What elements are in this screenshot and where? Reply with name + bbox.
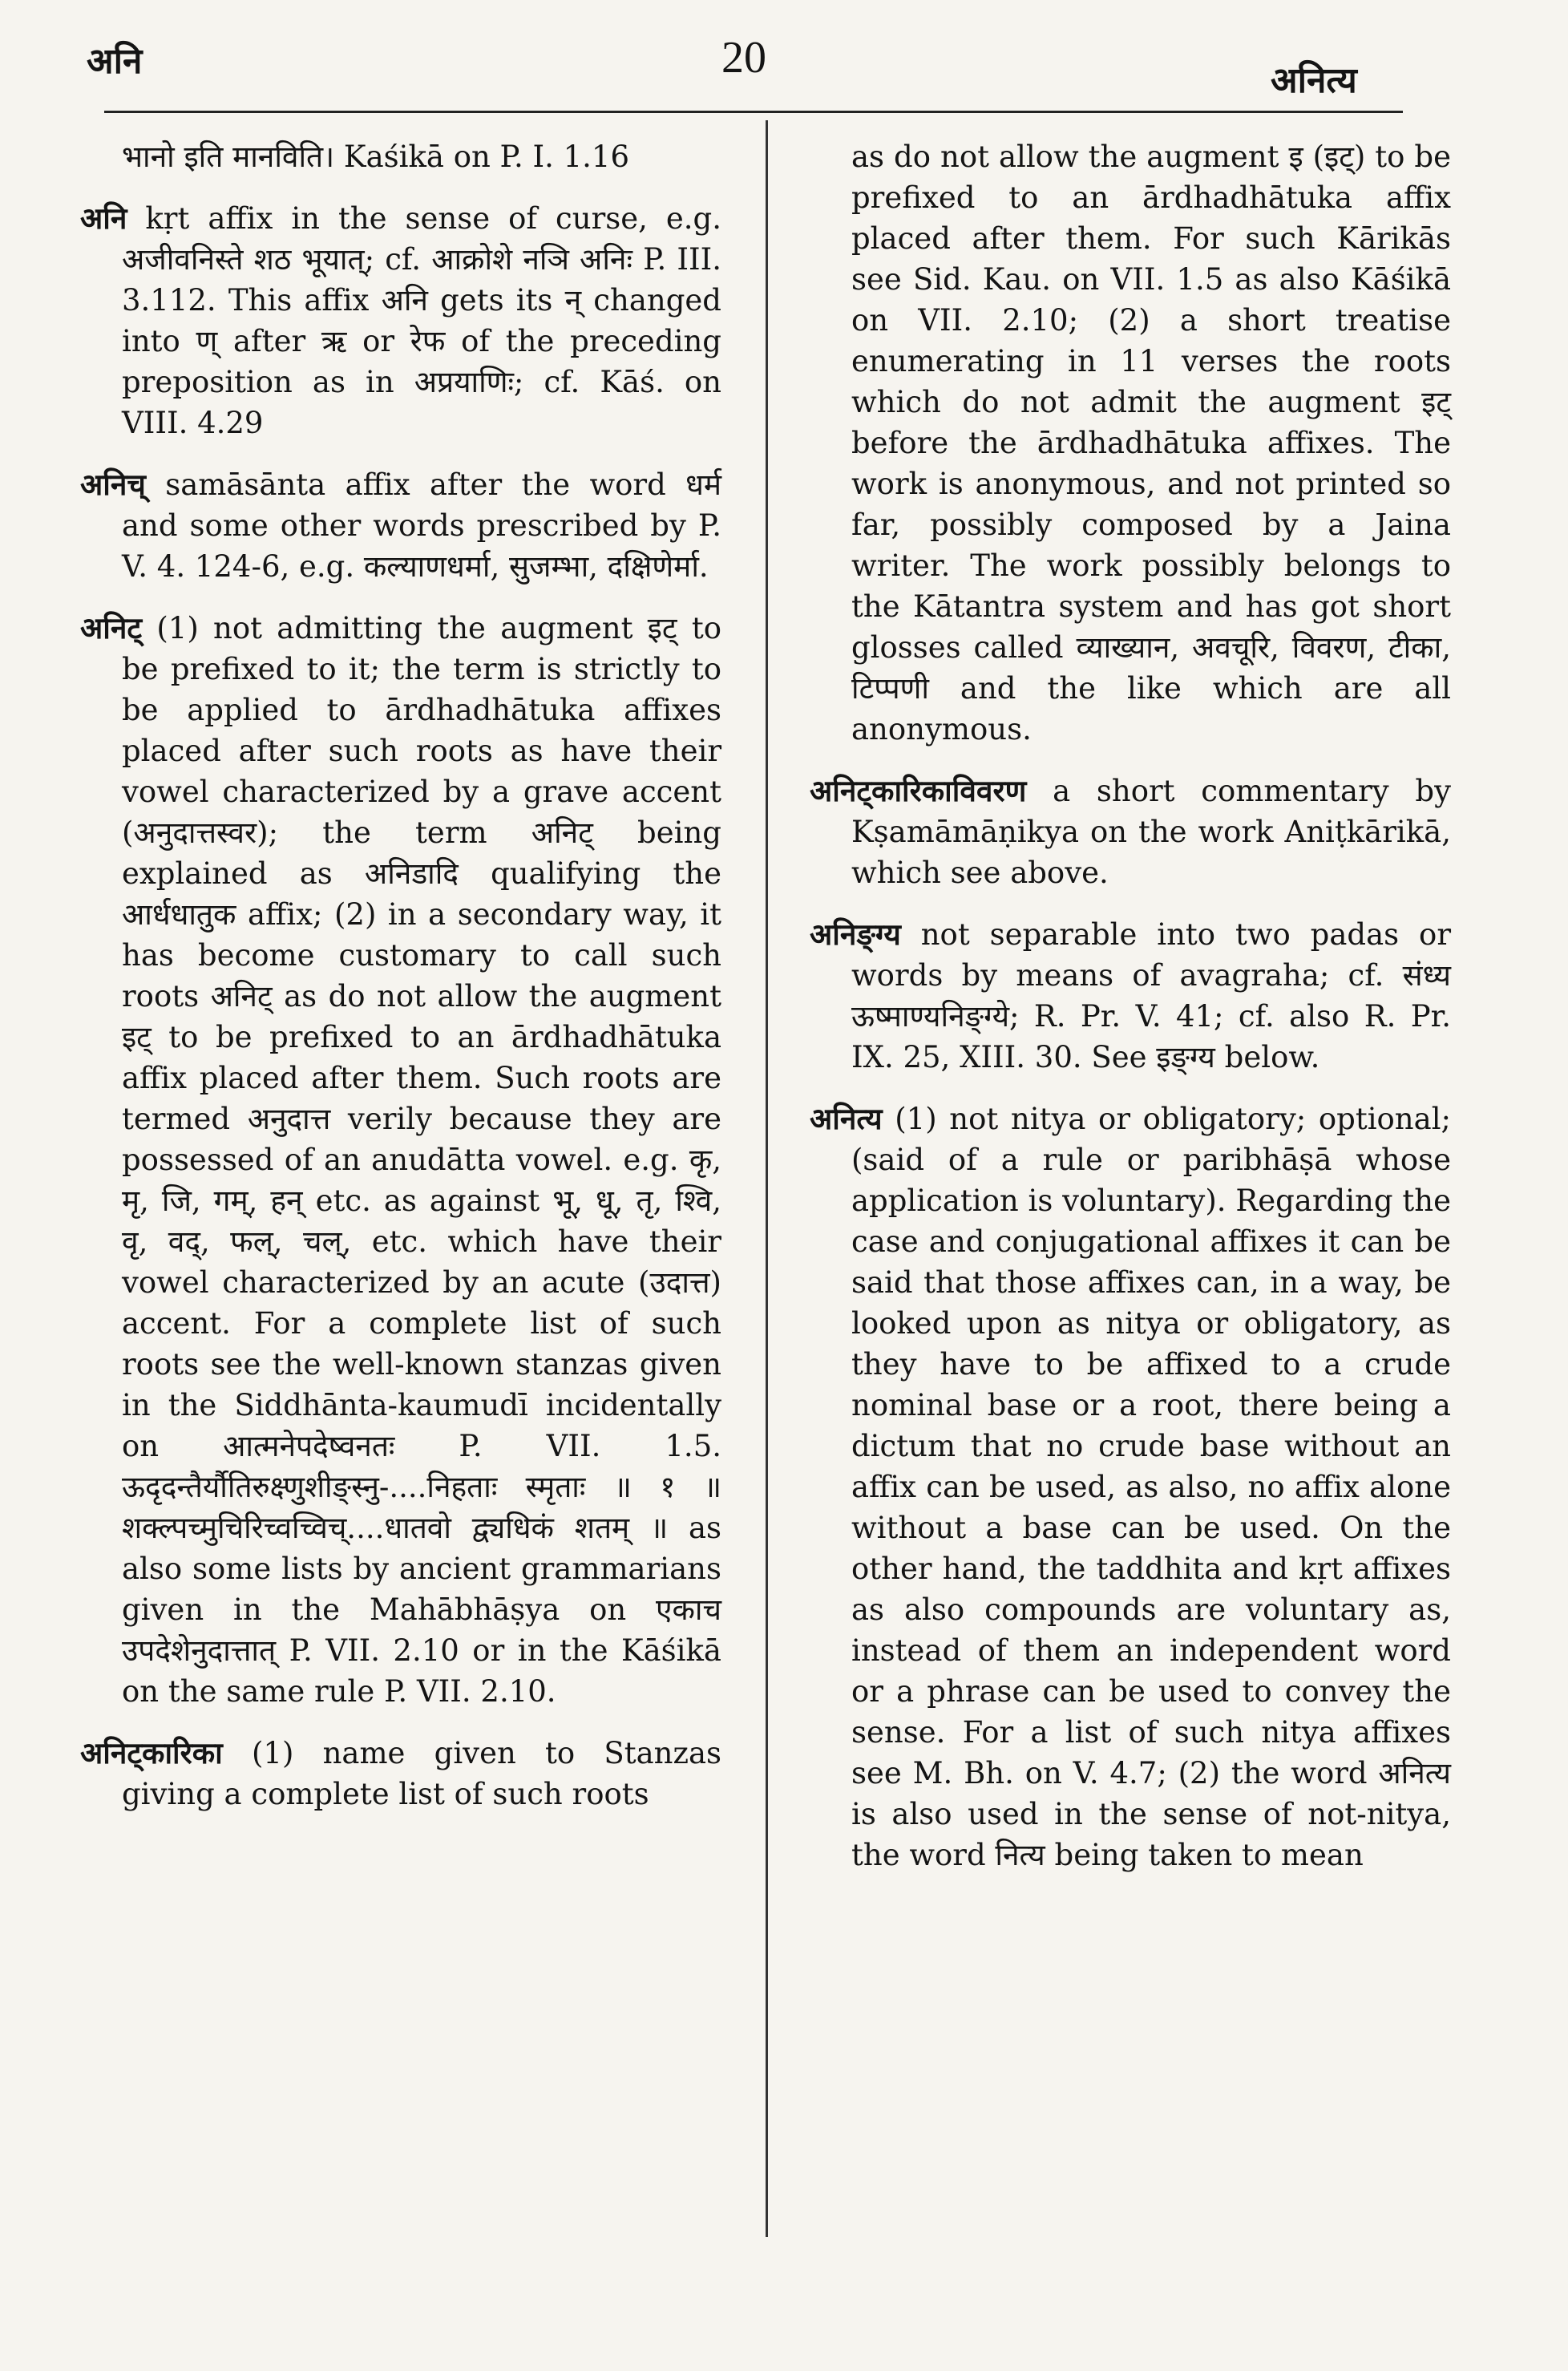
dictionary-entry	[80, 464, 721, 587]
left-running-headword: अनि	[87, 41, 143, 82]
entry-headword: अनिट्कारिका	[80, 1735, 223, 1770]
dictionary-entry	[80, 136, 721, 177]
entry-text: samāsānta affix after the word धर्म and some other words prescribed by P. V. 4. 124-6, e.g. कल्याणधर्मा, सुजम्भा, दक्षिणेर्मा.	[122, 467, 721, 584]
dictionary-entry	[810, 1099, 1451, 1875]
entry-text: a short commentary by Kṣamāmāṇikya on the work Aniṭkārikā, which see above.	[851, 774, 1451, 890]
entry-headword: अनिट्कारिकाविवरण	[810, 773, 1027, 808]
dictionary-entry	[80, 198, 721, 443]
entry-text: (1) name given to Stanzas giving a complete list of such roots	[122, 1736, 722, 1811]
right-column	[810, 136, 1451, 1896]
entry-text: भानो इति मानविति। Kaśikā on P. I. 1.16	[122, 140, 630, 174]
header-rule	[104, 111, 1403, 113]
dictionary-entry	[80, 608, 721, 1712]
entry-text: (1) not nitya or obligatory; optional; (said of a rule or paribhāṣā whose application is voluntary). Regarding the case and conjugational affixes it can be said that those affixes can, in a way, be looked upon as nitya or obligatory, as they have to be affixed to a crude nominal base or a root, there being a dictum that no crude base without an affix can be used, as also, no affix alone without a base can be used. On the other hand, the taddhita and kṛt affixes as also compounds are voluntary as, instead of them an independent word or a phrase can be used to convey the sense. For a list of such nitya affixes see M. Bh. on V. 4.7; (2) the word अनित्य is also used in the sense of not-nitya, the word नित्य being taken to mean	[851, 1102, 1451, 1872]
right-running-headword: अनित्य	[1271, 60, 1357, 101]
page-number: 20	[721, 33, 766, 83]
entry-headword: अनित्य	[810, 1101, 883, 1136]
dictionary-entry	[810, 136, 1451, 750]
entry-headword: अनिङ्ग्य	[810, 916, 901, 952]
entry-text: (1) not admitting the augment इट् to be prefixed to it; the term is strictly to be applied to ārdhadhātuka affixes placed after such roots as have their vowel characterized by a grave accent (अनुदात्तस्वर); the term अनिट् being explained as अनिडादि qualifying the आर्धधातुक affix; (2) in a secondary way, it has become customary to call such roots अनिट् as do not allow the augment इट् to be prefixed to an ārdhadhātuka affix placed after them. Such roots are termed अनुदात्त verily because they are possessed of an anudātta vowel. e.g. कृ, मृ, जि, गम्, हन् etc. as against भू, धू, तृ, श्वि, वृ, वद्, फल्, चल्, etc. which have their vowel characterized by an acute (उदात्त) accent. For a complete list of such roots see the well-known stanzas given in the Siddhānta-kaumudī incidentally on आत्मनेपदेष्वनतः P. VII. 1.5. ऊदृदन्तैर्यौतिरुक्ष्णुशीङ्स्नु-....निहताः स्मृताः ॥ १ ॥ शक्ल्पच्मुचिरिच्वच्विच्....धातवो द्व्यधिकं शतम् ॥ as also some lists by ancient grammarians given in the Mahābhāṣya on एकाच उपदेशेनुदात्तात् P. VII. 2.10 or in the Kāśikā on the same rule P. VII. 2.10.	[122, 611, 721, 1709]
left-column	[80, 136, 721, 1835]
column-divider	[766, 120, 768, 2237]
entry-headword: अनिट्	[80, 610, 143, 645]
dictionary-entry	[810, 914, 1451, 1078]
dictionary-entry	[80, 1733, 721, 1815]
entry-text: kṛt affix in the sense of curse, e.g. अजीवनिस्ते शठ भूयात्; cf. आक्रोशे नञि अनिः P. III. 3.112. This affix अनि gets its न् changed into ण् after ऋ or रेफ of the preceding preposition as in अप्रयाणिः; cf. Kāś. on VIII. 4.29	[122, 201, 722, 440]
page-header	[0, 32, 1568, 101]
dictionary-entry	[810, 771, 1451, 893]
entry-headword: अनि	[80, 200, 127, 236]
entry-text: as do not allow the augment इ (इट्) to be prefixed to an ārdhadhātuka affix placed after them. For such Kārikās see Sid. Kau. on VII. 1.5 as also Kāśikā on VII. 2.10; (2) a short treatise enumerating in 11 verses the roots which do not admit the augment इट् before the ārdhadhātuka affixes. The work is anonymous, and not printed so far, possibly composed by a Jaina writer. The work possibly belongs to the Kātantra system and has got short glosses called व्याख्यान, अवचूरि, विवरण, टीका, टिप्पणी and the like which are all anonymous.	[851, 140, 1451, 747]
entry-text: not separable into two padas or words by means of avagraha; cf. संध्य ऊष्माण्यनिङ्ग्ये; R. Pr. V. 41; cf. also R. Pr. IX. 25, XIII. 30. See इङ्ग्य below.	[851, 917, 1452, 1074]
entry-headword: अनिच्	[80, 467, 146, 502]
